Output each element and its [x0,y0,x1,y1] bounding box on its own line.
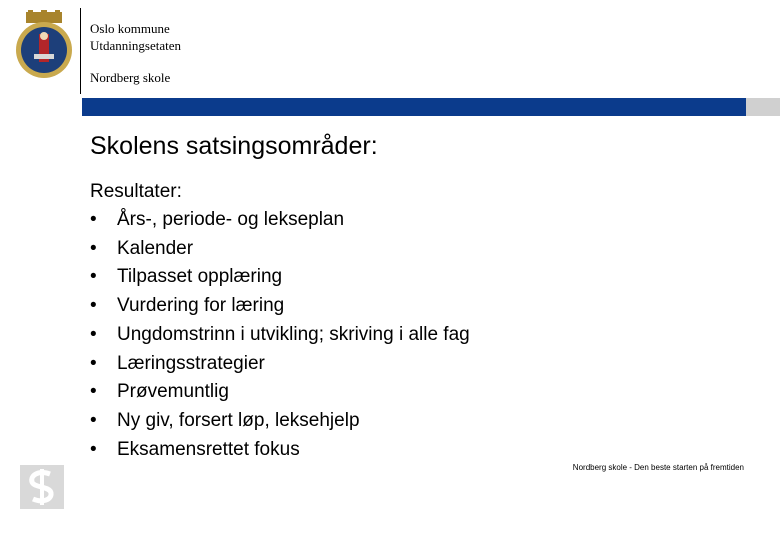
slide-title: Skolens satsingsområder: [90,132,378,160]
org-line-2: Utdanningsetaten [90,38,181,53]
list-item [90,378,470,407]
oslo-seal-icon [14,10,74,80]
list-item [90,407,470,436]
list-item-text: Eksamensrettet fokus [117,438,300,460]
section-heading: Resultater: [90,181,182,202]
list-item-text: Vurdering for læring [117,295,285,317]
school-name: Nordberg skole [90,70,171,85]
bullet-marker: • [90,438,97,460]
header-divider [80,8,81,94]
list-item-text: Tilpasset opplæring [117,266,283,288]
organization-name [90,20,181,54]
footer-tagline: Nordberg skole - Den beste starten på fremtiden [572,463,744,472]
bullet-list [90,206,470,464]
bullet-marker: • [90,323,97,345]
slide-content [90,177,470,464]
bullet-marker: • [90,237,97,259]
bullet-marker: • [90,209,97,230]
header-accent-bar-end [746,98,780,116]
list-item-text: Prøvemuntlig [117,381,229,403]
header-accent-bar [82,98,746,116]
list-item-text: Kalender [117,237,194,259]
list-item [90,292,470,321]
list-item-text: Års-, periode- og lekseplan [117,209,345,230]
list-item [90,436,470,465]
list-item-text: Ungdomstrinn i utvikling; skriving i alle fag [117,323,470,345]
bullet-marker: • [90,381,97,403]
list-item-text: Læringsstrategier [117,352,265,374]
list-item [90,321,470,350]
bullet-marker: • [90,409,97,431]
list-item [90,235,470,264]
bullet-marker: • [90,352,97,374]
list-item [90,350,470,379]
list-item [90,206,470,235]
list-item-text: Ny giv, forsert løp, leksehjelp [117,409,360,431]
org-line-1: Oslo kommune [90,21,170,36]
oslo-logo-icon [20,465,64,509]
bullet-marker: • [90,295,97,317]
bullet-marker: • [90,266,97,288]
list-item [90,263,470,292]
